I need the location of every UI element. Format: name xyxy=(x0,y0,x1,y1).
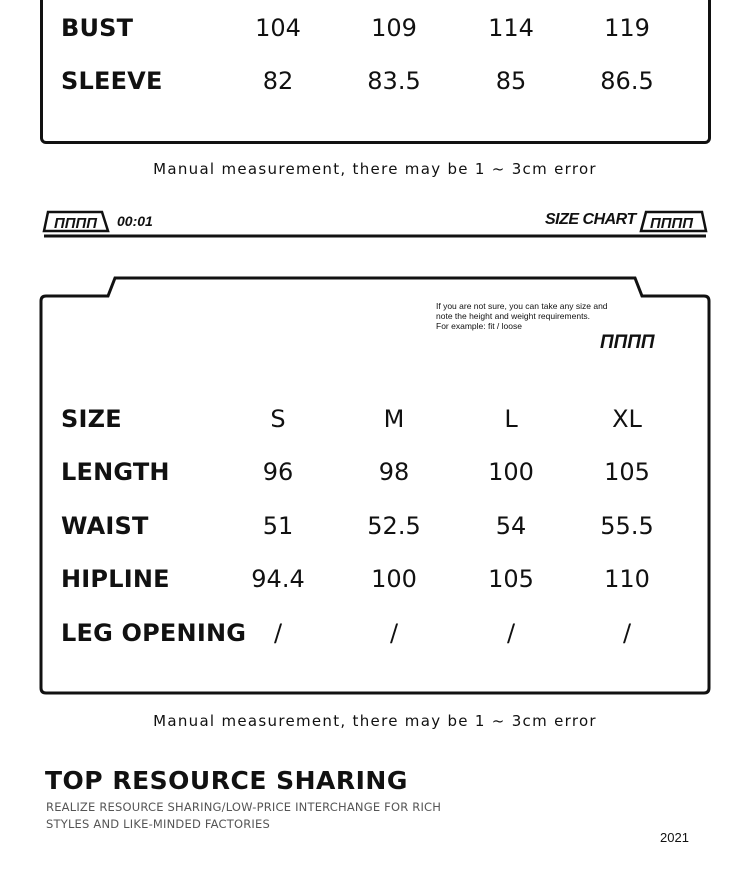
row-label: LEG OPENING xyxy=(61,619,247,647)
cell-l: 85 xyxy=(495,67,527,95)
table-row-length xyxy=(0,452,750,492)
hint-line: If you are not sure, you can take any size and xyxy=(436,301,608,311)
row-label: WAIST xyxy=(61,512,149,540)
table-row-hipline xyxy=(0,559,750,599)
cell-xl: 110 xyxy=(604,565,650,593)
banner-title: SIZE CHART xyxy=(545,211,636,228)
banner-time: 00:01 xyxy=(117,213,153,229)
cell-s: 82 xyxy=(262,67,294,95)
cell-s: 96 xyxy=(262,458,294,486)
header-s: S xyxy=(270,405,286,433)
header-xl: XL xyxy=(612,405,642,433)
cell-s: 51 xyxy=(262,512,294,540)
cell-m: 52.5 xyxy=(367,512,421,540)
cell-l: 114 xyxy=(488,14,534,42)
cell-l: / xyxy=(506,619,516,647)
cell-xl: 119 xyxy=(604,14,650,42)
banner-left-mark: ΠΠΠΠ xyxy=(54,215,98,232)
table-header-size xyxy=(0,399,750,439)
row-label: HIPLINE xyxy=(61,565,170,593)
cell-s: / xyxy=(273,619,283,647)
row-label: BUST xyxy=(61,14,134,42)
cell-s: 104 xyxy=(255,14,301,42)
size-hint-text xyxy=(436,301,608,331)
cell-m: 98 xyxy=(378,458,410,486)
footer-year: 2021 xyxy=(660,830,689,845)
cell-m: 83.5 xyxy=(367,67,421,95)
cell-l: 105 xyxy=(488,565,534,593)
cell-s: 94.4 xyxy=(251,565,305,593)
cell-m: 109 xyxy=(371,14,417,42)
header-label: SIZE xyxy=(61,405,122,433)
hint-line: note the height and weight requirements. xyxy=(436,311,591,321)
cell-xl: 55.5 xyxy=(600,512,654,540)
banner-right-mark: ΠΠΠΠ xyxy=(650,215,694,232)
header-m: M xyxy=(383,405,405,433)
header-l: L xyxy=(504,405,518,433)
cell-m: / xyxy=(389,619,399,647)
cell-m: 100 xyxy=(371,565,417,593)
footer-headline: TOP RESOURCE SHARING xyxy=(45,766,408,795)
cell-l: 100 xyxy=(488,458,534,486)
cell-xl: 86.5 xyxy=(600,67,654,95)
hint-line: For example: fit / loose xyxy=(436,321,522,331)
table-row-leg-opening xyxy=(0,613,750,653)
row-label: LENGTH xyxy=(61,458,170,486)
footer-subline: REALIZE RESOURCE SHARING/LOW-PRICE INTERCHANGE FOR RICH xyxy=(46,800,442,814)
cell-xl: 105 xyxy=(604,458,650,486)
cell-xl: / xyxy=(622,619,632,647)
row-label: SLEEVE xyxy=(61,67,163,95)
cell-l: 54 xyxy=(495,512,527,540)
footer-subline: STYLES AND LIKE-MINDED FACTORIES xyxy=(46,817,270,831)
panel-mark: ΠΠΠΠ xyxy=(600,332,655,353)
table-row-waist xyxy=(0,506,750,546)
measurement-note-top: Manual measurement, there may be 1 ~ 3cm error xyxy=(153,160,597,178)
measurement-note-bottom: Manual measurement, there may be 1 ~ 3cm error xyxy=(153,712,597,730)
